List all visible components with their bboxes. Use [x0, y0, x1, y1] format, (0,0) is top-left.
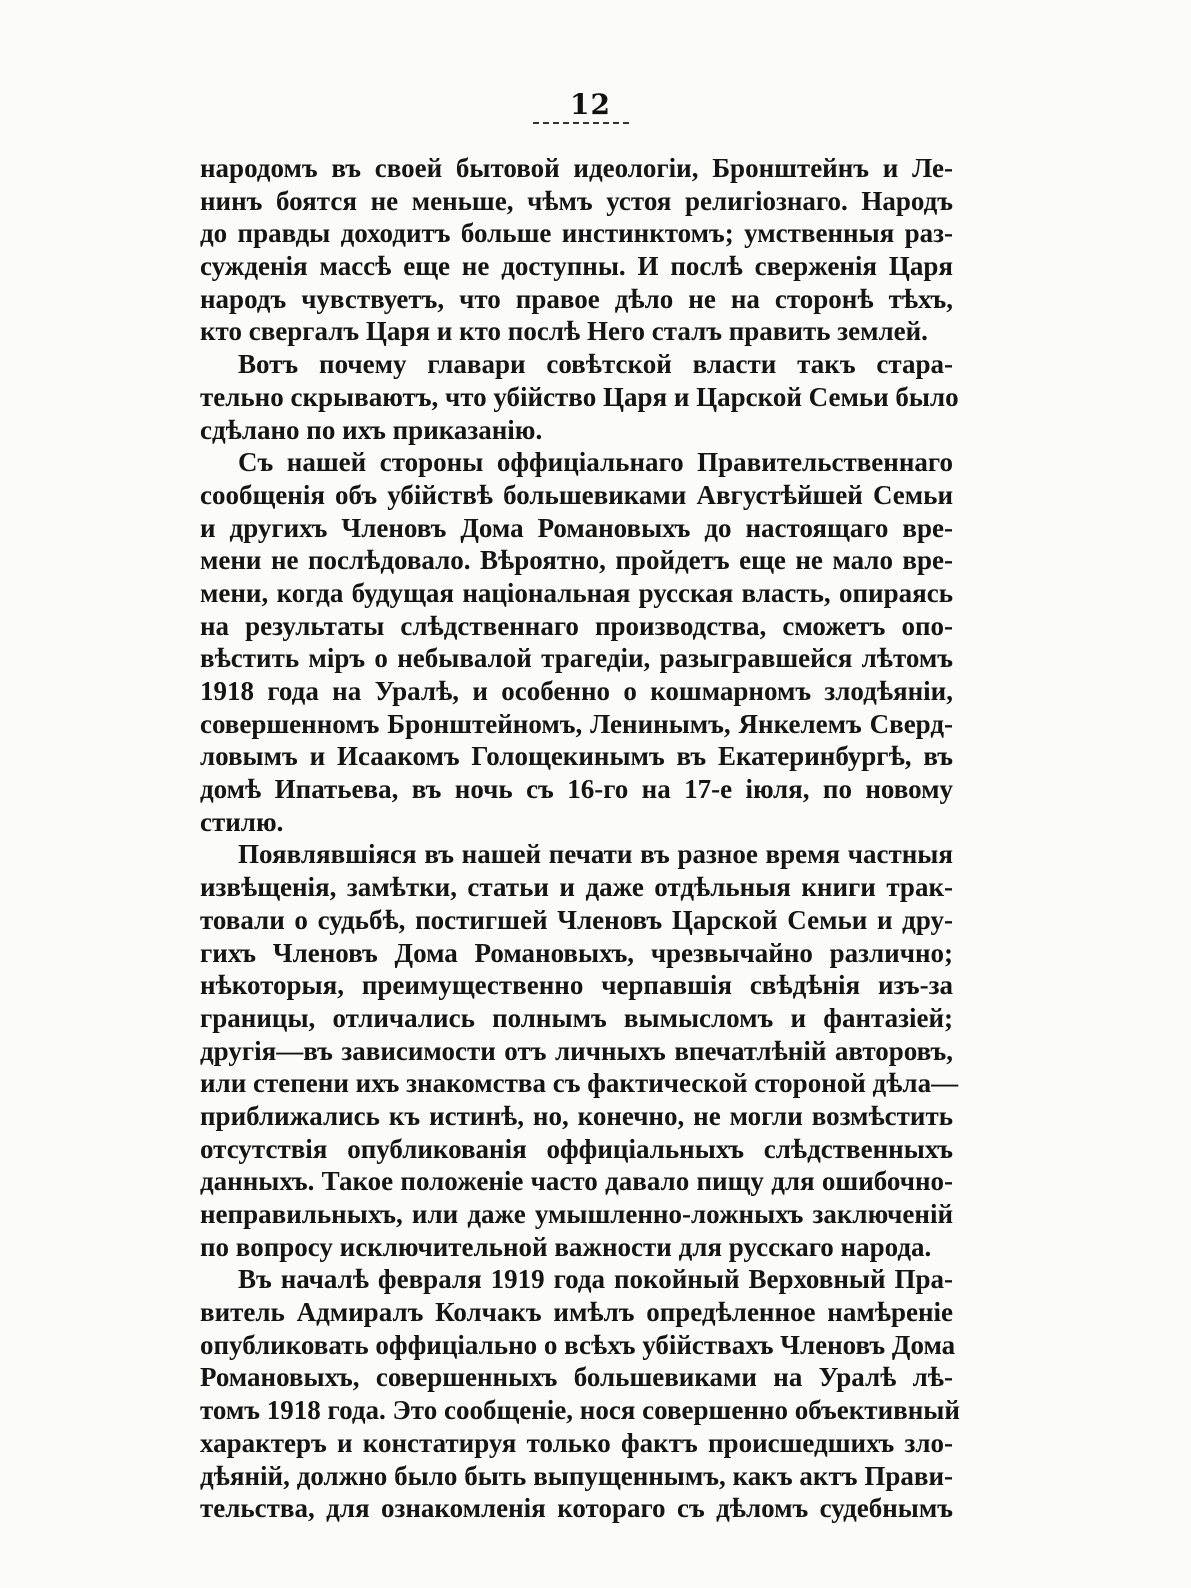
- text-line: опубликовать оффиціально о всѣхъ убійствахъ Членовъ Дома: [200, 1329, 956, 1360]
- text-line: Съ нашей стороны оффиціальнаго Правительственнаго: [238, 447, 953, 478]
- text-line: данныхъ. Такое положеніе часто давало пищу для ошибочно-: [200, 1166, 953, 1197]
- text-line: до правды доходитъ больше инстинктомъ; умственныя раз-: [200, 218, 953, 249]
- text-line: Вотъ почему главари совѣтской власти такъ стара-: [238, 349, 953, 380]
- text-line: томъ 1918 года. Это сообщеніе, нося совершенно объективный: [200, 1395, 960, 1426]
- text-line: приближались къ истинѣ, но, конечно, не могли возмѣстить: [200, 1100, 953, 1131]
- text-line: неправильныхъ, или даже умышленно-ложныхъ заключеній: [200, 1199, 953, 1229]
- text-line: дѣяній, должно было быть выпущеннымъ, какъ актъ Прави-: [200, 1460, 953, 1491]
- page-number: 12: [570, 88, 611, 121]
- text-line: кто свергалъ Царя и кто послѣ Него сталъ править землей.: [200, 316, 928, 347]
- text-line: и другихъ Членовъ Дома Романовыхъ до настоящаго вре-: [200, 512, 953, 543]
- text-line: гихъ Членовъ Дома Романовыхъ, чрезвычайно различно;: [200, 937, 953, 968]
- text-line: границы, отличались полнымъ вымысломъ и фантазіей;: [200, 1002, 953, 1033]
- text-line: стилю.: [200, 806, 284, 837]
- text-line: по вопросу исключительной важности для русскаго народа.: [200, 1231, 932, 1262]
- text-line: характеръ и констатируя только фактъ происшедшихъ зло-: [200, 1427, 953, 1458]
- text-line: Появлявшіяся въ нашей печати въ разное время частныя: [238, 839, 953, 870]
- text-line: витель Адмиралъ Колчакъ имѣлъ опредѣленное намѣреніе: [200, 1297, 953, 1328]
- text-line: сужденія массѣ еще не доступны. И послѣ сверженія Царя: [200, 251, 953, 282]
- text-line: или степени ихъ знакомства съ фактической стороной дѣла—: [200, 1068, 959, 1099]
- page-number-rule: [533, 122, 629, 124]
- text-line: другія—въ зависимости отъ личныхъ впечатлѣній авторовъ,: [200, 1035, 953, 1066]
- text-line: 1918 года на Уралѣ, и особенно о кошмарномъ злодѣяніи,: [200, 676, 953, 706]
- body-text: [200, 152, 960, 1525]
- text-line: мени не послѣдовало. Вѣроятно, пройдетъ еще не мало вре-: [200, 545, 953, 576]
- text-line: сдѣлано по ихъ приказанію.: [200, 414, 543, 445]
- text-line: сообщенія объ убійствѣ большевиками Августѣйшей Семьи: [200, 479, 953, 510]
- text-line: на результаты слѣдственнаго производства, сможетъ опо-: [200, 610, 953, 641]
- text-line: тельства, для ознакомленія котораго съ дѣломъ судебнымъ: [200, 1493, 953, 1524]
- text-line: Въ началѣ февраля 1919 года покойный Верховный Пра-: [238, 1264, 953, 1295]
- text-line: народомъ въ своей бытовой идеологіи, Бронштейнъ и Ле-: [200, 153, 953, 183]
- text-line: домѣ Ипатьева, въ ночь съ 16-го на 17-е іюля, по новому: [200, 774, 953, 805]
- text-line: Романовыхъ, совершенныхъ большевиками на Уралѣ лѣ-: [200, 1362, 953, 1393]
- text-line: нинъ боятся не меньше, чѣмъ устоя религіознаго. Народъ: [200, 185, 953, 216]
- text-line: народъ чувствуетъ, что правое дѣло не на сторонѣ тѣхъ,: [200, 283, 953, 314]
- text-line: извѣщенія, замѣтки, статьи и даже отдѣльныя книги трак-: [200, 872, 953, 903]
- text-line: нѣкоторыя, преимущественно черпавшія свѣдѣнія изъ-за: [200, 970, 953, 1001]
- text-line: мени, когда будущая національная русская власть, опираясь: [200, 577, 953, 608]
- text-line: тельно скрываютъ, что убійство Царя и Царской Семьи было: [200, 381, 959, 412]
- text-line: товали о судьбѣ, постигшей Членовъ Царской Семьи и дру-: [200, 904, 953, 935]
- text-line: ловымъ и Исаакомъ Голощекинымъ въ Екатеринбургѣ, въ: [200, 741, 953, 772]
- text-line: совершенномъ Бронштейномъ, Ленинымъ, Янкелемъ Сверд-: [200, 708, 953, 739]
- text-line: отсутствія опубликованія оффиціальныхъ слѣдственныхъ: [200, 1133, 953, 1164]
- text-line: вѣстить міръ о небывалой трагедіи, разыгравшейся лѣтомъ: [200, 643, 953, 674]
